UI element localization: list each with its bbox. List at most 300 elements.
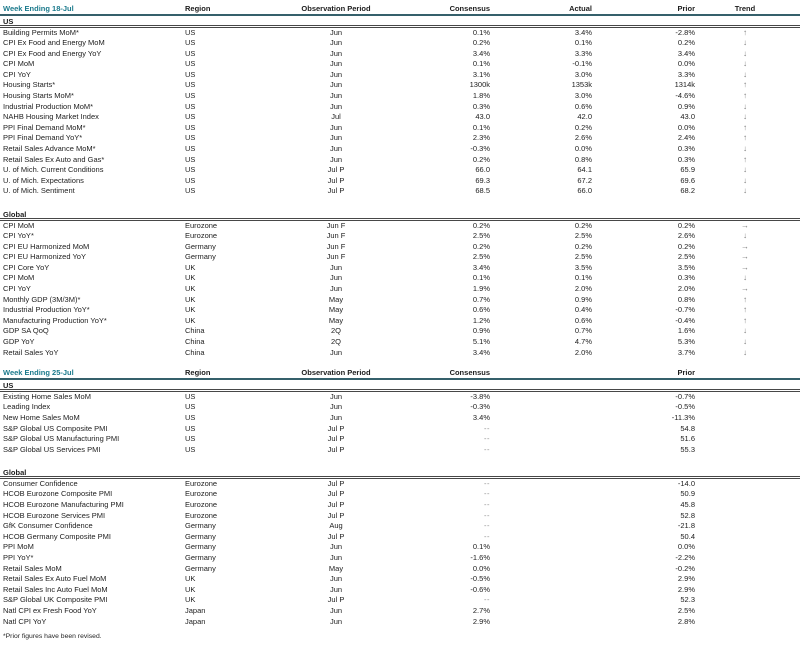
prior-cell: 1314k bbox=[674, 80, 695, 90]
period-cell: Jun bbox=[329, 27, 343, 37]
trend-down-icon: ↓ bbox=[743, 231, 747, 241]
actual-cell: 42.0 bbox=[577, 112, 592, 122]
trend-down-icon: ↓ bbox=[743, 112, 747, 122]
table-row bbox=[0, 326, 800, 337]
indicator-cell: U. of Mich. Expectations bbox=[3, 175, 84, 185]
period-cell: Jun bbox=[329, 616, 343, 626]
consensus-cell: 3.4% bbox=[472, 48, 490, 58]
trend-down-icon: ↓ bbox=[743, 326, 747, 336]
trend-down-icon: ↓ bbox=[743, 165, 747, 175]
table-row bbox=[0, 59, 800, 70]
table-row bbox=[0, 231, 800, 242]
consensus-cell: -0.3% bbox=[470, 144, 490, 154]
prior-cell: -2.2% bbox=[675, 552, 695, 562]
actual-cell: 66.0 bbox=[577, 186, 592, 196]
actual-cell: 0.6% bbox=[574, 101, 592, 111]
period-cell: Jun bbox=[329, 262, 343, 272]
prior-cell: 0.0% bbox=[677, 59, 695, 69]
column-header-consensus: Consensus bbox=[449, 368, 490, 378]
prior-cell: 54.8 bbox=[680, 423, 695, 433]
actual-cell: 3.4% bbox=[574, 27, 592, 37]
table-row bbox=[0, 91, 800, 102]
period-cell: Jul P bbox=[327, 499, 345, 509]
actual-cell: 67.2 bbox=[577, 175, 592, 185]
trend-down-icon: ↓ bbox=[743, 175, 747, 185]
column-header-trend: Trend bbox=[734, 4, 756, 13]
region-cell: US bbox=[185, 144, 196, 154]
indicator-cell: PPI YoY* bbox=[3, 552, 34, 562]
region-cell: Eurozone bbox=[185, 510, 218, 520]
indicator-cell: CPI MoM bbox=[3, 59, 35, 69]
table-row bbox=[0, 574, 800, 585]
table-title: Week Ending 18-Jul bbox=[3, 4, 74, 13]
indicator-cell: HCOB Eurozone Composite PMI bbox=[3, 489, 113, 499]
column-header-actual: Actual bbox=[569, 4, 592, 13]
prior-cell: 2.9% bbox=[677, 584, 695, 594]
consensus-cell: 0.2% bbox=[472, 38, 490, 48]
table-row bbox=[0, 606, 800, 617]
table-row bbox=[0, 585, 800, 596]
consensus-cell: 3.4% bbox=[472, 347, 490, 357]
week-table-week-ending-25-jul bbox=[0, 366, 800, 627]
indicator-cell: Manufacturing Production YoY* bbox=[3, 315, 107, 325]
consensus-cell: -- bbox=[484, 499, 490, 509]
section-us bbox=[0, 380, 800, 455]
table-row bbox=[0, 402, 800, 413]
trend-flat-icon: → bbox=[741, 262, 749, 272]
period-cell: Jun bbox=[329, 69, 343, 79]
indicator-cell: Retail Sales Ex Auto and Gas* bbox=[3, 154, 105, 164]
indicator-cell: CPI YoY bbox=[3, 69, 31, 79]
region-cell: UK bbox=[185, 284, 196, 294]
actual-cell: 2.5% bbox=[574, 231, 592, 241]
indicator-cell: Existing Home Sales MoM bbox=[3, 391, 91, 401]
consensus-cell: 1.9% bbox=[472, 284, 490, 294]
table-row bbox=[0, 284, 800, 295]
consensus-cell: -- bbox=[484, 595, 490, 605]
consensus-cell: 5.1% bbox=[472, 337, 490, 347]
indicator-cell: Retail Sales Inc Auto Fuel MoM bbox=[3, 584, 108, 594]
consensus-cell: 69.3 bbox=[475, 175, 490, 185]
indicator-cell: PPI MoM bbox=[3, 542, 34, 552]
prior-cell: -4.6% bbox=[675, 91, 695, 101]
consensus-cell: -- bbox=[484, 521, 490, 531]
indicator-cell: CPI Ex Food and Energy YoY bbox=[3, 48, 102, 58]
consensus-cell: 3.1% bbox=[472, 69, 490, 79]
region-cell: US bbox=[185, 391, 196, 401]
consensus-cell: 2.5% bbox=[472, 252, 490, 262]
region-cell: UK bbox=[185, 262, 196, 272]
prior-cell: -0.2% bbox=[675, 563, 695, 573]
column-header-observation-period: Observation Period bbox=[301, 4, 371, 13]
prior-cell: 2.4% bbox=[677, 133, 695, 143]
period-cell: Jul P bbox=[327, 595, 345, 605]
region-cell: US bbox=[185, 412, 196, 422]
prior-cell: 65.9 bbox=[680, 165, 695, 175]
period-cell: May bbox=[328, 294, 344, 304]
table-row bbox=[0, 521, 800, 532]
trend-down-icon: ↓ bbox=[743, 273, 747, 283]
region-cell: UK bbox=[185, 294, 196, 304]
actual-cell: 2.6% bbox=[574, 133, 592, 143]
table-row bbox=[0, 445, 800, 456]
indicator-cell: CPI EU Harmonized YoY bbox=[3, 252, 86, 262]
table-row bbox=[0, 348, 800, 359]
prior-cell: 3.4% bbox=[677, 48, 695, 58]
region-cell: US bbox=[185, 91, 196, 101]
consensus-cell: 2.7% bbox=[472, 605, 490, 615]
trend-down-icon: ↓ bbox=[743, 101, 747, 111]
column-header-prior: Prior bbox=[677, 4, 695, 13]
period-cell: Jun F bbox=[326, 231, 346, 241]
actual-cell: 0.8% bbox=[574, 154, 592, 164]
table-row bbox=[0, 186, 800, 197]
indicator-cell: PPI Final Demand YoY* bbox=[3, 133, 83, 143]
region-cell: US bbox=[185, 186, 196, 196]
section-global bbox=[0, 467, 800, 627]
region-cell: China bbox=[185, 347, 205, 357]
prior-cell: 50.4 bbox=[680, 531, 695, 541]
trend-down-icon: ↓ bbox=[743, 347, 747, 357]
consensus-cell: 0.1% bbox=[472, 59, 490, 69]
consensus-cell: -- bbox=[484, 444, 490, 454]
region-cell: US bbox=[185, 444, 196, 454]
region-cell: Eurozone bbox=[185, 478, 218, 488]
consensus-cell: 0.7% bbox=[472, 294, 490, 304]
table-row bbox=[0, 165, 800, 176]
prior-cell: 2.6% bbox=[677, 231, 695, 241]
prior-cell: 0.3% bbox=[677, 154, 695, 164]
consensus-cell: 1300k bbox=[469, 80, 490, 90]
region-cell: Eurozone bbox=[185, 489, 218, 499]
column-header-region: Region bbox=[185, 368, 211, 378]
indicator-cell: Retail Sales Advance MoM* bbox=[3, 144, 96, 154]
trend-flat-icon: → bbox=[741, 284, 749, 294]
region-cell: US bbox=[185, 38, 196, 48]
region-cell: US bbox=[185, 434, 196, 444]
actual-cell: 0.1% bbox=[574, 273, 592, 283]
table-row bbox=[0, 489, 800, 500]
consensus-cell: -1.6% bbox=[470, 552, 490, 562]
actual-cell: 0.2% bbox=[574, 122, 592, 132]
prior-cell: -0.7% bbox=[675, 305, 695, 315]
prior-cell: 68.2 bbox=[680, 186, 695, 196]
prior-cell: 0.0% bbox=[677, 542, 695, 552]
actual-cell: 1353k bbox=[571, 80, 592, 90]
period-cell: Jun bbox=[329, 402, 343, 412]
period-cell: Aug bbox=[329, 521, 343, 531]
region-cell: UK bbox=[185, 273, 196, 283]
period-cell: May bbox=[328, 563, 344, 573]
trend-up-icon: ↑ bbox=[743, 27, 747, 37]
prior-cell: 2.5% bbox=[677, 605, 695, 615]
indicator-cell: CPI Core YoY bbox=[3, 262, 50, 272]
table-row bbox=[0, 80, 800, 91]
period-cell: Jun bbox=[329, 59, 343, 69]
period-cell: Jul P bbox=[327, 423, 345, 433]
actual-cell: 2.5% bbox=[574, 252, 592, 262]
period-cell: Jun F bbox=[326, 252, 346, 262]
region-cell: US bbox=[185, 80, 196, 90]
period-cell: Jun bbox=[329, 273, 343, 283]
indicator-cell: Consumer Confidence bbox=[3, 478, 78, 488]
period-cell: Jun bbox=[329, 552, 343, 562]
table-row bbox=[0, 337, 800, 348]
consensus-cell: -0.6% bbox=[470, 584, 490, 594]
actual-cell: 4.7% bbox=[574, 337, 592, 347]
trend-down-icon: ↓ bbox=[743, 48, 747, 58]
trend-down-icon: ↓ bbox=[743, 38, 747, 48]
consensus-cell: 0.1% bbox=[472, 542, 490, 552]
prior-cell: 3.5% bbox=[677, 262, 695, 272]
indicator-cell: HCOB Eurozone Services PMI bbox=[3, 510, 106, 520]
indicator-cell: Industrial Production YoY* bbox=[3, 305, 90, 315]
prior-cell: -2.8% bbox=[675, 27, 695, 37]
region-cell: US bbox=[185, 175, 196, 185]
indicator-cell: Natl CPI ex Fresh Food YoY bbox=[3, 605, 97, 615]
trend-flat-icon: → bbox=[741, 220, 749, 230]
table-row bbox=[0, 242, 800, 253]
section-us bbox=[0, 16, 800, 197]
table-row bbox=[0, 316, 800, 327]
consensus-cell: 0.6% bbox=[472, 305, 490, 315]
indicator-cell: S&P Global US Composite PMI bbox=[3, 423, 108, 433]
table-row bbox=[0, 123, 800, 134]
indicator-cell: Retail Sales YoY bbox=[3, 347, 59, 357]
region-cell: UK bbox=[185, 305, 196, 315]
consensus-cell: 1.2% bbox=[472, 315, 490, 325]
table-row bbox=[0, 305, 800, 316]
region-cell: Eurozone bbox=[185, 499, 218, 509]
consensus-cell: 0.0% bbox=[472, 563, 490, 573]
actual-cell: 3.3% bbox=[574, 48, 592, 58]
column-header-prior: Prior bbox=[677, 368, 695, 378]
region-cell: US bbox=[185, 59, 196, 69]
indicator-cell: PPI Final Demand MoM* bbox=[3, 122, 86, 132]
section-label: Global bbox=[0, 209, 800, 221]
consensus-cell: 0.3% bbox=[472, 101, 490, 111]
trend-down-icon: ↓ bbox=[743, 337, 747, 347]
consensus-cell: 1.8% bbox=[472, 91, 490, 101]
period-cell: 2Q bbox=[330, 326, 341, 336]
prior-cell: 5.3% bbox=[677, 337, 695, 347]
prior-cell: 55.3 bbox=[680, 444, 695, 454]
actual-cell: 0.6% bbox=[574, 315, 592, 325]
indicator-cell: GfK Consumer Confidence bbox=[3, 521, 93, 531]
table-header bbox=[0, 2, 800, 16]
prior-cell: 2.9% bbox=[677, 574, 695, 584]
actual-cell: 64.1 bbox=[577, 165, 592, 175]
table-row bbox=[0, 511, 800, 522]
prior-cell: 43.0 bbox=[680, 112, 695, 122]
indicator-cell: CPI Ex Food and Energy MoM bbox=[3, 38, 105, 48]
actual-cell: 0.9% bbox=[574, 294, 592, 304]
actual-cell: 0.7% bbox=[574, 326, 592, 336]
table-row bbox=[0, 532, 800, 543]
consensus-cell: -- bbox=[484, 478, 490, 488]
trend-up-icon: ↑ bbox=[743, 305, 747, 315]
region-cell: US bbox=[185, 154, 196, 164]
trend-down-icon: ↓ bbox=[743, 186, 747, 196]
period-cell: Jun bbox=[329, 80, 343, 90]
prior-cell: -0.7% bbox=[675, 391, 695, 401]
consensus-cell: 0.2% bbox=[472, 241, 490, 251]
indicator-cell: CPI YoY bbox=[3, 284, 31, 294]
consensus-cell: -- bbox=[484, 434, 490, 444]
indicator-cell: Retail Sales Ex Auto Fuel MoM bbox=[3, 574, 107, 584]
trend-down-icon: ↓ bbox=[743, 144, 747, 154]
region-cell: Japan bbox=[185, 605, 206, 615]
indicator-cell: U. of Mich. Current Conditions bbox=[3, 165, 104, 175]
trend-up-icon: ↑ bbox=[743, 80, 747, 90]
region-cell: US bbox=[185, 27, 196, 37]
region-cell: Eurozone bbox=[185, 231, 218, 241]
table-row bbox=[0, 49, 800, 60]
section-global bbox=[0, 209, 800, 358]
region-cell: Germany bbox=[185, 531, 216, 541]
actual-cell: -0.1% bbox=[572, 59, 592, 69]
consensus-cell: 66.0 bbox=[475, 165, 490, 175]
table-row bbox=[0, 295, 800, 306]
consensus-cell: 0.1% bbox=[472, 122, 490, 132]
period-cell: Jun bbox=[329, 133, 343, 143]
prior-cell: 2.8% bbox=[677, 616, 695, 626]
consensus-cell: 43.0 bbox=[475, 112, 490, 122]
table-row bbox=[0, 112, 800, 123]
table-row bbox=[0, 263, 800, 274]
indicator-cell: S&P Global US Services PMI bbox=[3, 444, 101, 454]
indicator-cell: Retail Sales MoM bbox=[3, 563, 62, 573]
indicator-cell: CPI MoM bbox=[3, 273, 35, 283]
consensus-cell: 2.9% bbox=[472, 616, 490, 626]
region-cell: Germany bbox=[185, 542, 216, 552]
period-cell: May bbox=[328, 305, 344, 315]
trend-up-icon: ↑ bbox=[743, 315, 747, 325]
table-title: Week Ending 25-Jul bbox=[3, 368, 74, 378]
region-cell: China bbox=[185, 326, 205, 336]
table-row bbox=[0, 102, 800, 113]
period-cell: Jul P bbox=[327, 478, 345, 488]
trend-down-icon: ↓ bbox=[743, 59, 747, 69]
prior-cell: 45.8 bbox=[680, 499, 695, 509]
period-cell: Jul P bbox=[327, 531, 345, 541]
consensus-cell: -- bbox=[484, 531, 490, 541]
indicator-cell: HCOB Eurozone Manufacturing PMI bbox=[3, 499, 124, 509]
prior-cell: 2.5% bbox=[677, 252, 695, 262]
indicator-cell: Housing Starts* bbox=[3, 80, 56, 90]
consensus-cell: 0.2% bbox=[472, 220, 490, 230]
trend-down-icon: ↓ bbox=[743, 69, 747, 79]
consensus-cell: -0.3% bbox=[470, 402, 490, 412]
trend-up-icon: ↑ bbox=[743, 294, 747, 304]
week-table-week-ending-18-jul bbox=[0, 2, 800, 358]
indicator-cell: Building Permits MoM* bbox=[3, 27, 79, 37]
actual-cell: 0.1% bbox=[574, 38, 592, 48]
table-row bbox=[0, 221, 800, 232]
prior-cell: 2.0% bbox=[677, 284, 695, 294]
indicator-cell: S&P Global US Manufacturing PMI bbox=[3, 434, 120, 444]
indicator-cell: Leading Index bbox=[3, 402, 51, 412]
prior-cell: 0.8% bbox=[677, 294, 695, 304]
prior-cell: 69.6 bbox=[680, 175, 695, 185]
prior-cell: 0.3% bbox=[677, 273, 695, 283]
consensus-cell: -0.5% bbox=[470, 574, 490, 584]
indicator-cell: GDP SA QoQ bbox=[3, 326, 49, 336]
table-row bbox=[0, 413, 800, 424]
period-cell: Jul bbox=[331, 112, 341, 122]
prior-cell: 52.3 bbox=[680, 595, 695, 605]
table-row bbox=[0, 252, 800, 263]
period-cell: Jun bbox=[329, 48, 343, 58]
trend-up-icon: ↑ bbox=[743, 154, 747, 164]
period-cell: Jul P bbox=[327, 510, 345, 520]
table-row bbox=[0, 542, 800, 553]
section-label: US bbox=[0, 380, 800, 392]
actual-cell: 0.0% bbox=[574, 144, 592, 154]
prior-cell: 3.7% bbox=[677, 347, 695, 357]
prior-cell: 0.9% bbox=[677, 101, 695, 111]
actual-cell: 3.0% bbox=[574, 91, 592, 101]
region-cell: US bbox=[185, 48, 196, 58]
consensus-cell: -- bbox=[484, 510, 490, 520]
region-cell: Japan bbox=[185, 616, 206, 626]
table-row bbox=[0, 434, 800, 445]
period-cell: Jun bbox=[329, 542, 343, 552]
period-cell: Jun bbox=[329, 154, 343, 164]
prior-cell: 0.2% bbox=[677, 241, 695, 251]
consensus-cell: 0.1% bbox=[472, 27, 490, 37]
period-cell: Jun bbox=[329, 391, 343, 401]
weekly-tables bbox=[0, 2, 800, 627]
trend-up-icon: ↑ bbox=[743, 122, 747, 132]
prior-cell: -0.4% bbox=[675, 315, 695, 325]
prior-cell: 3.3% bbox=[677, 69, 695, 79]
region-cell: US bbox=[185, 101, 196, 111]
period-cell: Jul P bbox=[327, 165, 345, 175]
region-cell: Germany bbox=[185, 521, 216, 531]
trend-up-icon: ↑ bbox=[743, 133, 747, 143]
table-row bbox=[0, 38, 800, 49]
table-row bbox=[0, 500, 800, 511]
table-row bbox=[0, 479, 800, 490]
region-cell: US bbox=[185, 423, 196, 433]
footnote: *Prior figures have been revised. bbox=[3, 633, 102, 641]
trend-flat-icon: → bbox=[741, 252, 749, 262]
consensus-cell: -- bbox=[484, 489, 490, 499]
period-cell: May bbox=[328, 315, 344, 325]
prior-cell: 0.0% bbox=[677, 122, 695, 132]
prior-cell: -0.5% bbox=[675, 402, 695, 412]
prior-cell: 0.2% bbox=[677, 38, 695, 48]
indicator-cell: S&P Global UK Composite PMI bbox=[3, 595, 108, 605]
period-cell: Jun bbox=[329, 584, 343, 594]
section-label: Global bbox=[0, 467, 800, 479]
region-cell: US bbox=[185, 112, 196, 122]
table-row bbox=[0, 28, 800, 39]
region-cell: Eurozone bbox=[185, 220, 218, 230]
indicator-cell: HCOB Germany Composite PMI bbox=[3, 531, 111, 541]
actual-cell: 2.0% bbox=[574, 347, 592, 357]
table-row bbox=[0, 564, 800, 575]
region-cell: UK bbox=[185, 315, 196, 325]
period-cell: Jun bbox=[329, 101, 343, 111]
table-row bbox=[0, 617, 800, 628]
prior-cell: 52.8 bbox=[680, 510, 695, 520]
indicator-cell: U. of Mich. Sentiment bbox=[3, 186, 75, 196]
indicator-cell: New Home Sales MoM bbox=[3, 412, 80, 422]
indicator-cell: Industrial Production MoM* bbox=[3, 101, 94, 111]
period-cell: Jun F bbox=[326, 241, 346, 251]
